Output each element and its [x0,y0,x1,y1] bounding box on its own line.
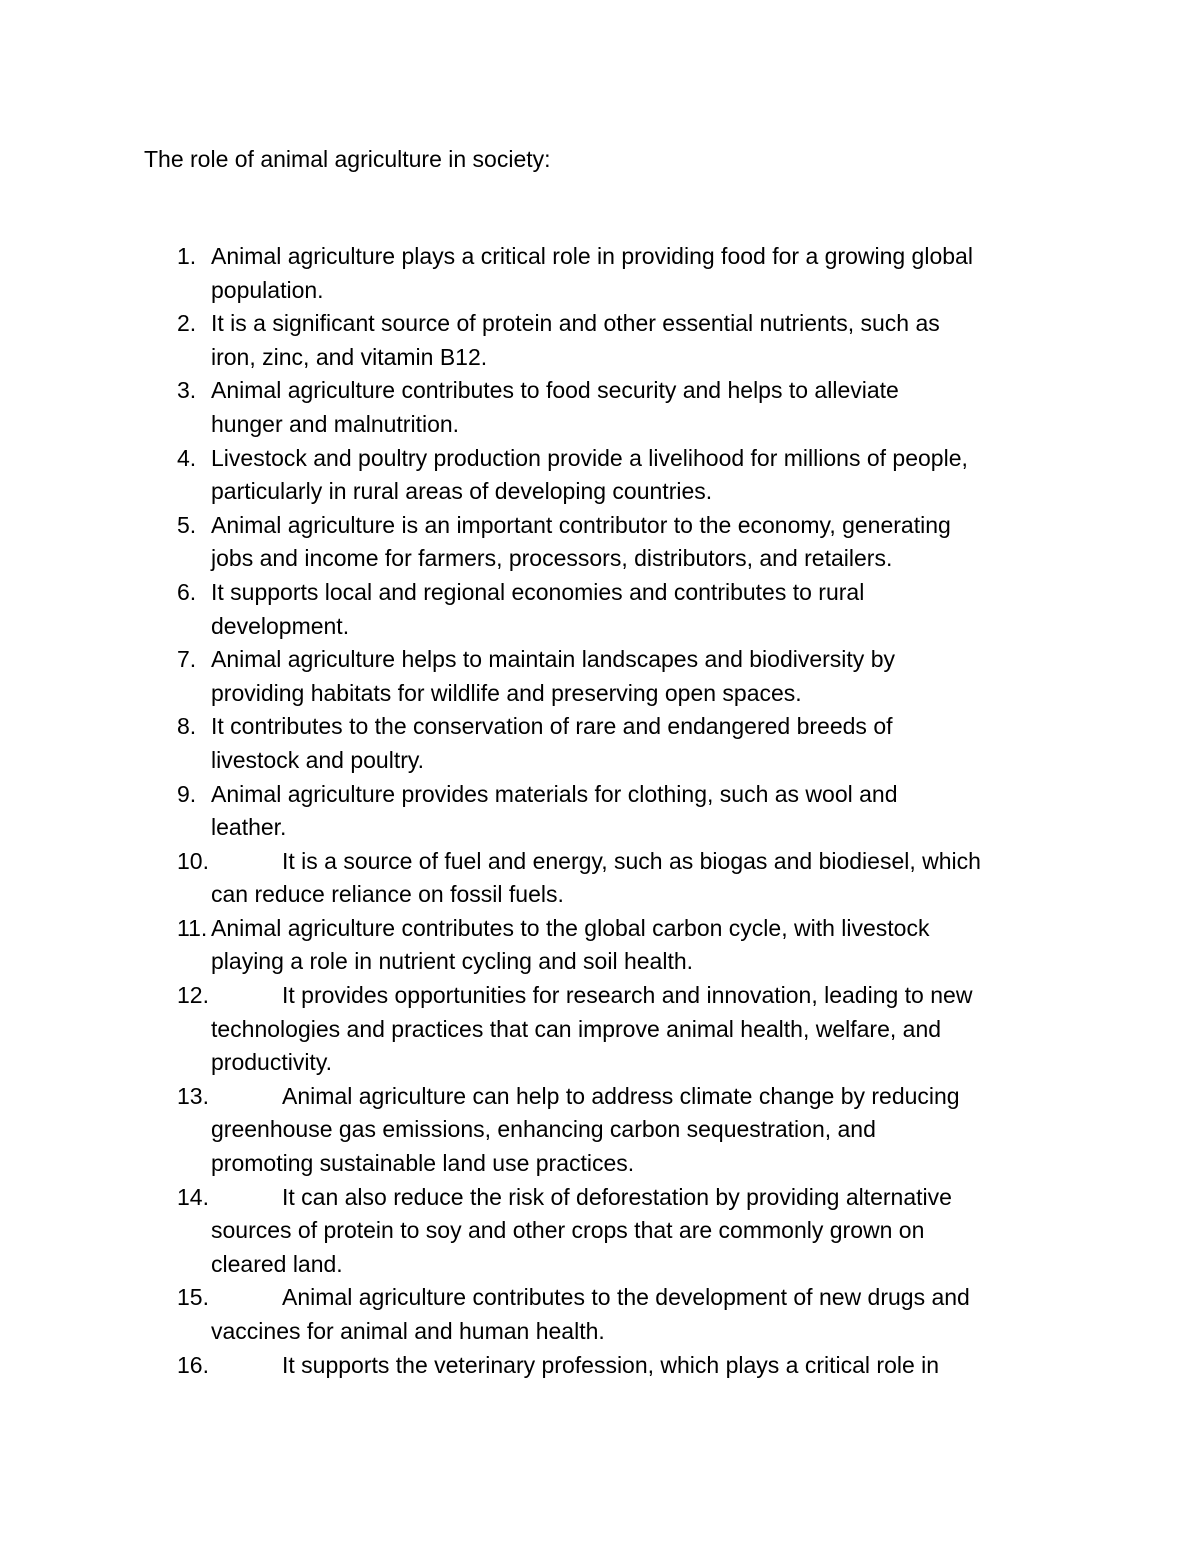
list-item-text-line: Animal agriculture is an important contributor to the economy, generating [211,511,951,538]
list-item-number: 11. [177,914,208,941]
list-item-number: 16. [177,1351,209,1378]
list-item [0,442,1200,509]
list-item-number: 7. [177,646,197,673]
list-item [0,1349,1200,1383]
list-item [0,1181,1200,1282]
list-item-number: 3. [177,377,197,404]
list-item-number: 8. [177,713,197,740]
list-item-text-line: leather. [211,814,287,841]
list-item [0,576,1200,643]
list-item-number: 2. [177,310,197,337]
list-item [0,307,1200,374]
list-item-text-line: Animal agriculture plays a critical role in providing food for a growing global [211,243,973,269]
list-item [0,778,1200,845]
list-item [0,1281,1200,1348]
list-item-text-line: It provides opportunities for research and innovation, leading to new [282,982,973,1009]
list-item-text-line: sources of protein to soy and other crops that are commonly grown on [211,1217,925,1244]
list-item-text-line: vaccines for animal and human health. [211,1318,605,1344]
document-title: The role of animal agriculture in society: [144,146,551,172]
list-item [0,845,1200,912]
list-item-text-line: greenhouse gas emissions, enhancing carbon sequestration, and [211,1116,876,1143]
list-item-text-line: It is a significant source of protein and other essential nutrients, such as [211,310,940,337]
list-item [0,643,1200,710]
list-item-text-line: cleared land. [211,1250,343,1277]
list-item-text-line: promoting sustainable land use practices. [211,1150,635,1177]
list-item-text-line: livestock and poultry. [211,746,425,773]
list-item-text-line: particularly in rural areas of developing countries. [211,478,713,505]
list-item-number: 13. [177,1082,209,1109]
list-item-text-line: Animal agriculture contributes to the development of new drugs and [282,1284,970,1311]
list-item-text-line: development. [211,612,350,639]
list-item-text-line: It can also reduce the risk of deforestation by providing alternative [282,1183,952,1210]
list-item-text-line: Animal agriculture contributes to food security and helps to alleviate [211,377,899,404]
list-item-text-line: technologies and practices that can improve animal health, welfare, and [211,1015,942,1042]
list-item-text-line: It is a source of fuel and energy, such as biogas and biodiesel, which [282,847,981,874]
list-item-text-line: iron, zinc, and vitamin B12. [211,343,488,370]
list-item-number: 9. [177,780,197,807]
list-item-number: 14. [177,1183,209,1210]
list-item-number: 1. [177,243,197,269]
list-item-number: 12. [177,982,209,1009]
list-item-text-line: productivity. [211,1049,333,1076]
list-item-text-line: It contributes to the conservation of rare and endangered breeds of [211,713,893,740]
list-item-text-line: Animal agriculture can help to address climate change by reducing [282,1082,960,1109]
list-item-text-line: Livestock and poultry production provide a livelihood for millions of people, [211,444,968,471]
list-item-number: 10. [177,847,209,874]
list-item-text-line: Animal agriculture helps to maintain landscapes and biodiversity by [211,646,895,673]
list-item-text-line: hunger and malnutrition. [211,410,460,437]
list-item-text-line: population. [211,276,324,303]
list-item [0,509,1200,576]
list-item-text-line: can reduce reliance on fossil fuels. [211,881,564,908]
list-item [0,374,1200,441]
list-item [0,710,1200,777]
list-item-number: 15. [177,1284,209,1311]
list-item-text-line: Animal agriculture contributes to the global carbon cycle, with livestock [211,914,930,941]
list-item-text-line: It supports local and regional economies and contributes to rural [211,578,865,605]
list-item-text-line: Animal agriculture provides materials for clothing, such as wool and [211,780,898,807]
list-item-text-line: jobs and income for farmers, processors, distributors, and retailers. [211,545,893,572]
list-item [0,1080,1200,1181]
list-item-number: 6. [177,578,197,605]
list-item-text-line: playing a role in nutrient cycling and soil health. [211,948,694,975]
list-item-number: 4. [177,444,197,471]
list-item-number: 5. [177,511,197,538]
list-item-text-line: It supports the veterinary profession, which plays a critical role in [282,1351,940,1378]
list-item [0,979,1200,1080]
numbered-list [0,240,1200,1382]
list-item [0,240,1200,307]
list-item [0,912,1200,979]
list-item-text-line: providing habitats for wildlife and preserving open spaces. [211,679,802,706]
